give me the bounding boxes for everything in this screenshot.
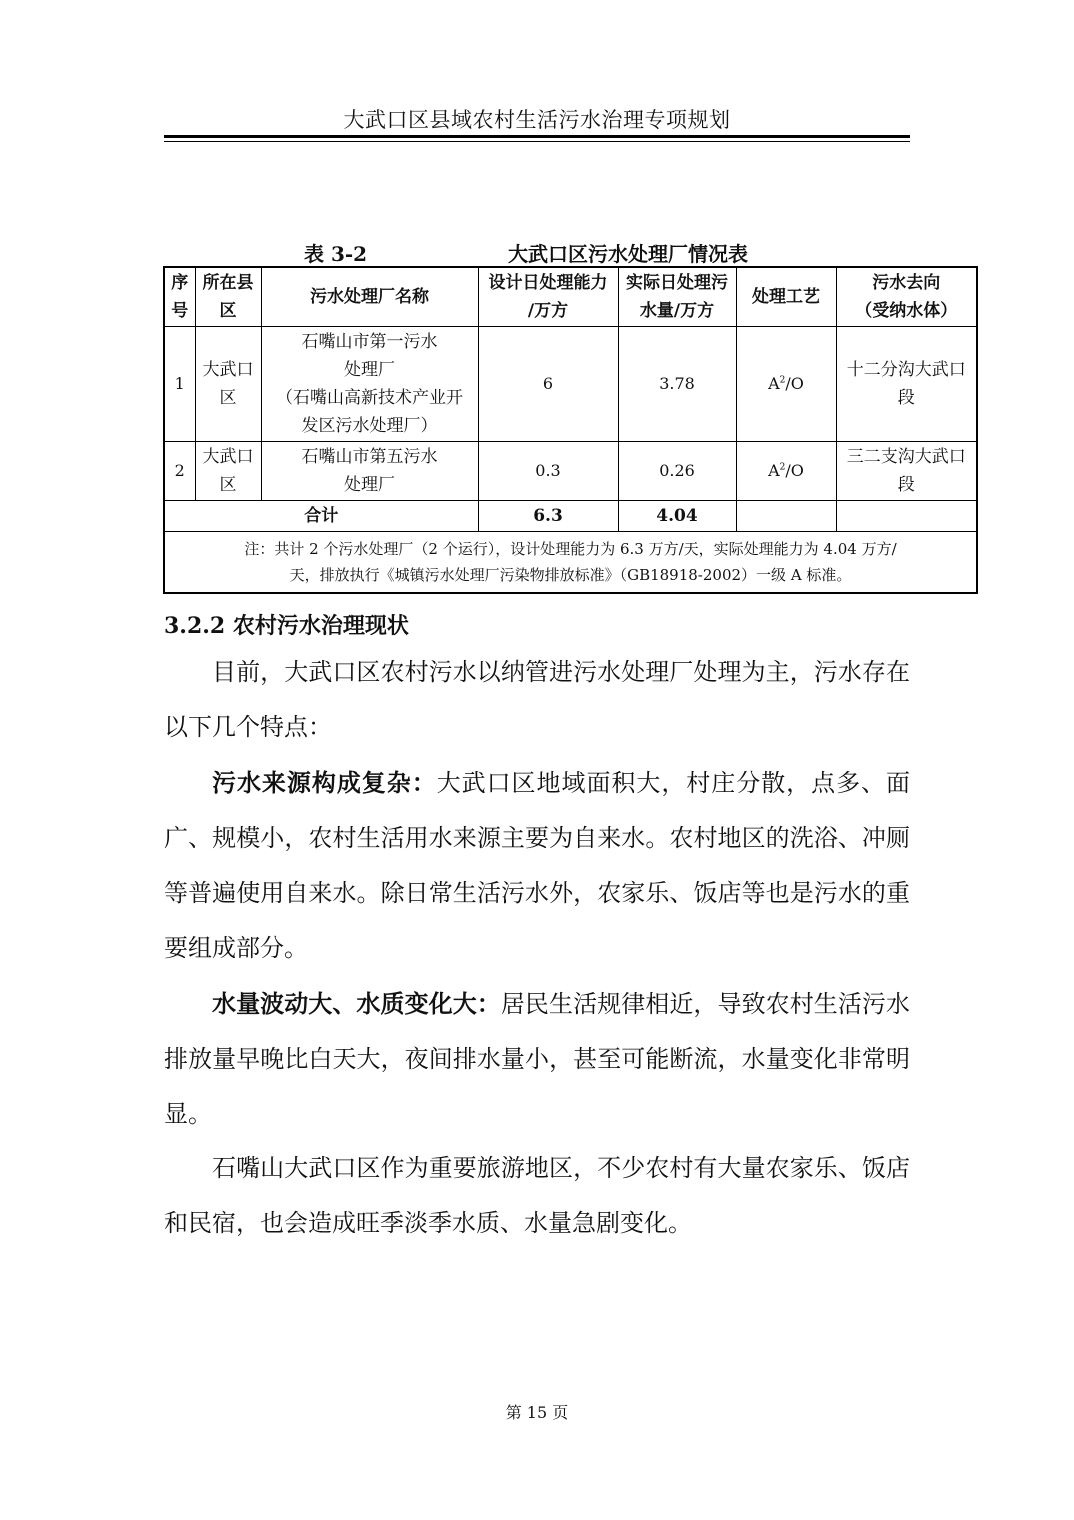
process-base: A	[768, 374, 780, 393]
row-plant-name: 石嘴山市第一污水 处理厂 （石嘴山高新技术产业开 发区污水处理厂）	[261, 327, 478, 442]
table-header-row	[164, 267, 977, 327]
header-index: 序 号	[164, 267, 195, 327]
paragraph-lead: 水量波动大、水质变化大：	[212, 989, 501, 1018]
row-destination: 十二分沟大武口 段	[836, 327, 977, 442]
table-note: 注：共计 2 个污水处理厂（2 个运行），设计处理能力为 6.3 万方/天，实际处理能力为 4.04 万方/ 天，排放执行《城镇污水处理厂污染物排放标准》（GB18918-2002）一级 A 标准。	[164, 532, 977, 594]
row-actual-volume: 3.78	[618, 327, 736, 442]
process-superscript: 2	[779, 375, 786, 386]
running-header: 大武口区县域农村生活污水治理专项规划	[343, 108, 731, 132]
table-note-row	[164, 532, 977, 594]
header-destination: 污水去向 （受纳水体）	[836, 267, 977, 327]
section-heading: 3.2.2 农村污水治理现状	[164, 613, 409, 639]
row-county: 大武口 区	[195, 442, 261, 501]
process-base: A	[768, 461, 780, 480]
total-label: 合计	[164, 501, 478, 532]
row-process	[736, 327, 836, 442]
table-row	[164, 442, 977, 501]
sewage-plant-table	[163, 266, 978, 594]
row-design-capacity: 0.3	[478, 442, 618, 501]
total-design-capacity: 6.3	[478, 501, 618, 532]
table-row	[164, 327, 977, 442]
header-rule-thin	[164, 141, 910, 142]
row-actual-volume: 0.26	[618, 442, 736, 501]
paragraph-text: 石嘴山大武口区作为重要旅游地区，不少农村有大量农家乐、饭店和民宿，也会造成旺季淡季水质、水量急剧变化。	[164, 1154, 910, 1237]
total-process-empty	[736, 501, 836, 532]
header-design-capacity: 设计日处理能力 /万方	[478, 267, 618, 327]
row-index: 2	[164, 442, 195, 501]
table-caption-title: 大武口区污水处理厂情况表	[508, 242, 748, 266]
table-total-row	[164, 501, 977, 532]
header-rule-thick	[164, 135, 910, 138]
paragraph-text: 居民生活规律相近，导致农村生活污水排放量早晚比白天大，夜间排水量小，甚至可能断流，水量变化非常明显。	[164, 990, 911, 1128]
body-paragraph	[164, 644, 910, 755]
paragraph-lead: 污水来源构成复杂：	[212, 768, 437, 797]
row-index: 1	[164, 327, 195, 442]
page-number: 第 15 页	[505, 1403, 569, 1422]
header-process: 处理工艺	[736, 267, 836, 327]
row-county: 大武口 区	[195, 327, 261, 442]
body-paragraph	[164, 755, 910, 976]
body-paragraph	[164, 1140, 910, 1251]
body-paragraph	[164, 976, 910, 1142]
process-tail: /O	[785, 374, 804, 393]
table-caption-number: 表 3-2	[304, 242, 368, 266]
row-plant-name: 石嘴山市第五污水 处理厂	[261, 442, 478, 501]
paragraph-text: 目前，大武口区农村污水以纳管进污水处理厂处理为主，污水存在以下几个特点：	[164, 658, 910, 741]
process-tail: /O	[785, 461, 804, 480]
paragraph-text: 大武口区地域面积大，村庄分散，点多、面广、规模小，农村生活用水来源主要为自来水。农村地区的洗浴、冲厕等普遍使用自来水。除日常生活污水外，农家乐、饭店等也是污水的重要组成部分。	[164, 769, 911, 962]
total-actual-volume: 4.04	[618, 501, 736, 532]
process-superscript: 2	[779, 462, 786, 473]
total-destination-empty	[836, 501, 977, 532]
header-actual-volume: 实际日处理污 水量/万方	[618, 267, 736, 327]
header-county: 所在县 区	[195, 267, 261, 327]
row-destination: 三二支沟大武口 段	[836, 442, 977, 501]
row-design-capacity: 6	[478, 327, 618, 442]
row-process	[736, 442, 836, 501]
header-plant-name: 污水处理厂名称	[261, 267, 478, 327]
